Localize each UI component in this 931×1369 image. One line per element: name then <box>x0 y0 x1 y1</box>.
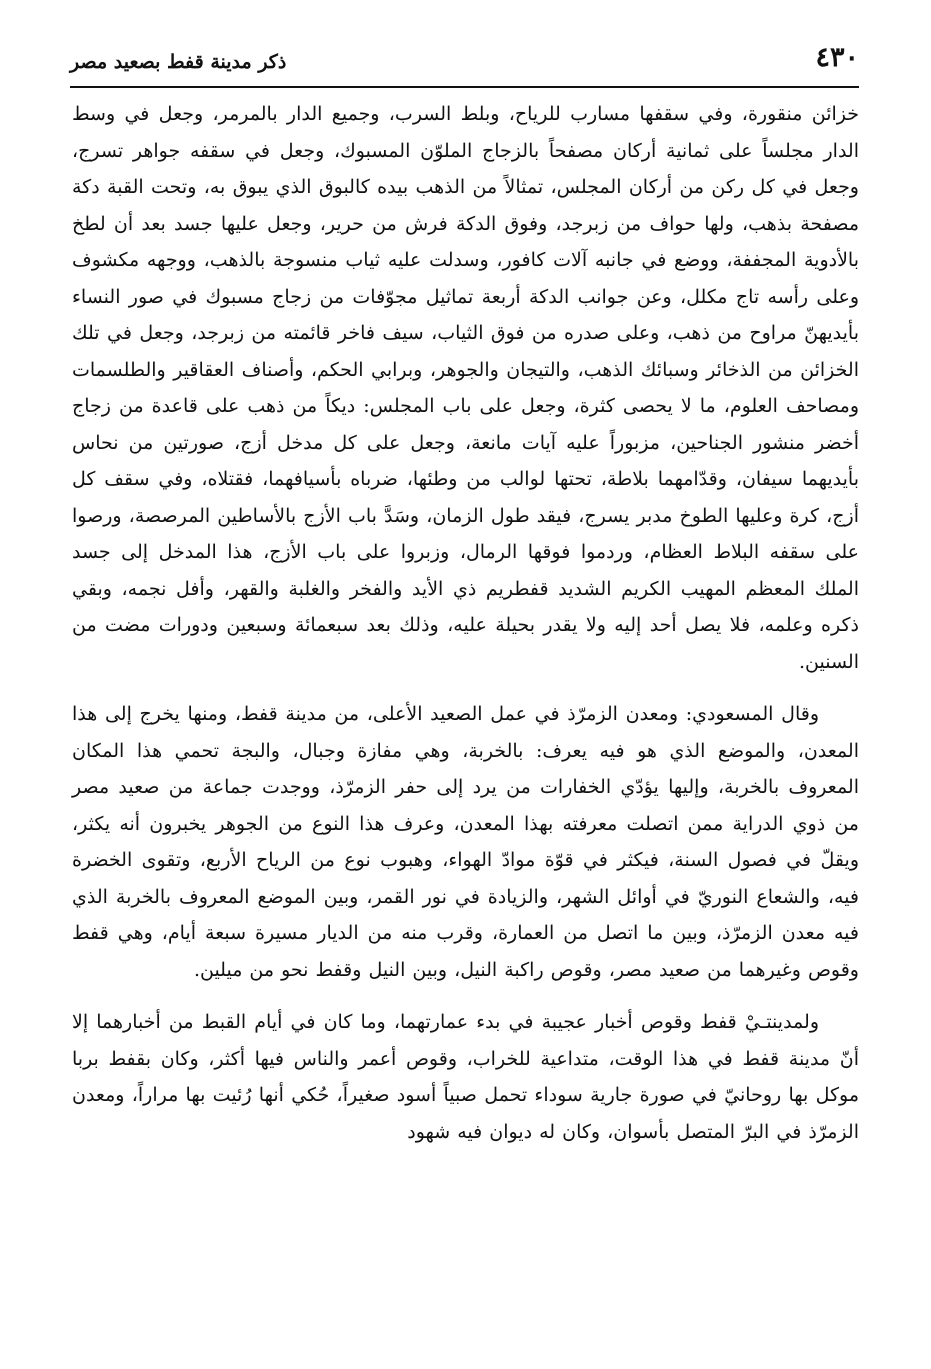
paragraph-3: ولمدينتـيْ قفط وقوص أخبار عجيبة في بدء عمارتهما، وما كان في أيام القبط من أخبارهما إلا أنّ مدينة قفط في هذا الوقت، متداعية للخراب، وقوص أعمر والناس فيها أكثر، وكان بقفط بربا موكل بها روحانيّ في صورة جارية سوداء تحمل صبياً أسود صغيراً، حُكي أنها رُئيت بها مراراً، ومعدن الزمرّذ في البرّ المتصل بأسوان، وكان له ديوان فيه شهود <box>72 1011 859 1143</box>
body-text <box>72 96 859 1150</box>
page-number: ٤٣٠ <box>815 42 859 73</box>
running-title: ذكر مدينة قفط بصعيد مصر <box>70 51 287 73</box>
paragraph-1: خزائن منقورة، وفي سقفها مسارب للرياح، وبلط السرب، وجميع الدار بالمرمر، وجعل في وسط الدار مجلساً على ثمانية أركان مصفحاً بالزجاج الملوّن المسبوك، وجعل في سقفه جواهر تسرج، وجعل في كل ركن من أركان المجلس، تمثالاً من الذهب بيده كالبوق الذي يبوق به، وتحت القبة دكة مصفحة بذهب، ولها حواف من زبرجد، وفوق الدكة فرش من حرير، وجعل عليها جسد بعد أن لطخ بالأدوية المجففة، ووضع في جانبه آلات كافور، وسدلت عليه ثياب منسوجة بالذهب، ووجهه مكشوف وعلى رأسه تاج مكلل، وعن جوانب الدكة أربعة تماثيل مجوّفات من زجاج مسبوك في صور النساء بأيديهنّ مراوح من ذهب، وعلى صدره من فوق الثياب، سيف فاخر قائمته من زبرجد، وجعل في تلك الخزائن من الذخائر وسبائك الذهب، والتيجان والجوهر، وبرابي الحكم، وأصناف العقاقير والطلسمات ومصاحف العلوم، ما لا يحصى كثرة، وجعل على باب المجلس: ديكاً من ذهب على قاعدة من زجاج أخضر منشور الجناحين، مزبوراً عليه آيات مانعة، وجعل على كل مدخل أزج، صورتين من نحاس بأيديهما سيفان، وقدّامهما بلاطة، تحتها لوالب من وطئها، ضرباه بأسيافهما، فقتلاه، وفي سقف كل أزج، كرة وعليها الطوخ مدبر يسرج، فيقد طول الزمان، وسَدَّ باب الأزج بالأساطين المرصصة، ورصوا على سقفه البلاط العظام، وردموا فوقها الرمال، وزبروا على باب الأزج، هذا المدخل إلى جسد الملك المعظم المهيب الكريم الشديد قفطريم ذي الأيد والفخر والغلبة والقهر، وأفل نجمه، وبقي ذكره وعلمه، فلا يصل أحد إليه ولا يقدر بحيلة عليه، وذلك بعد سبعمائة وسبعين ودورات مضت من السنين. <box>72 103 859 673</box>
page-header <box>70 40 859 86</box>
paragraph-2: وقال المسعودي: ومعدن الزمرّذ في عمل الصعيد الأعلى، من مدينة قفط، ومنها يخرج إلى هذا المعدن، والموضع الذي هو فيه يعرف: بالخربة، وهي مفازة وجبال، والبجة تحمي هذا المكان المعروف بالخربة، وإليها يؤدّي الخفارات من يرد إلى حفر الزمرّذ، ووجدت جماعة من صعيد مصر من ذوي الدراية ممن اتصلت معرفته بهذا المعدن، وعرف هذا النوع من الجوهر يخبرون أنه يكثر، ويقلّ في فصول السنة، فيكثر في قوّة موادّ الهواء، وهبوب نوع من الرياح الأربع، وتقوى الخضرة فيه، والشعاع النوريّ في أوائل الشهر، والزيادة في نور القمر، وبين الموضع المعروف بالخربة الذي فيه معدن الزمرّذ، وبين ما اتصل من العمارة، وقرب منه من الديار مسيرة سبعة أيام، وهي قفط وقوص وغيرهما من صعيد مصر، وقوص راكبة النيل، وبين النيل وقفط نحو من ميلين. <box>72 703 859 981</box>
header-rule <box>70 86 859 88</box>
